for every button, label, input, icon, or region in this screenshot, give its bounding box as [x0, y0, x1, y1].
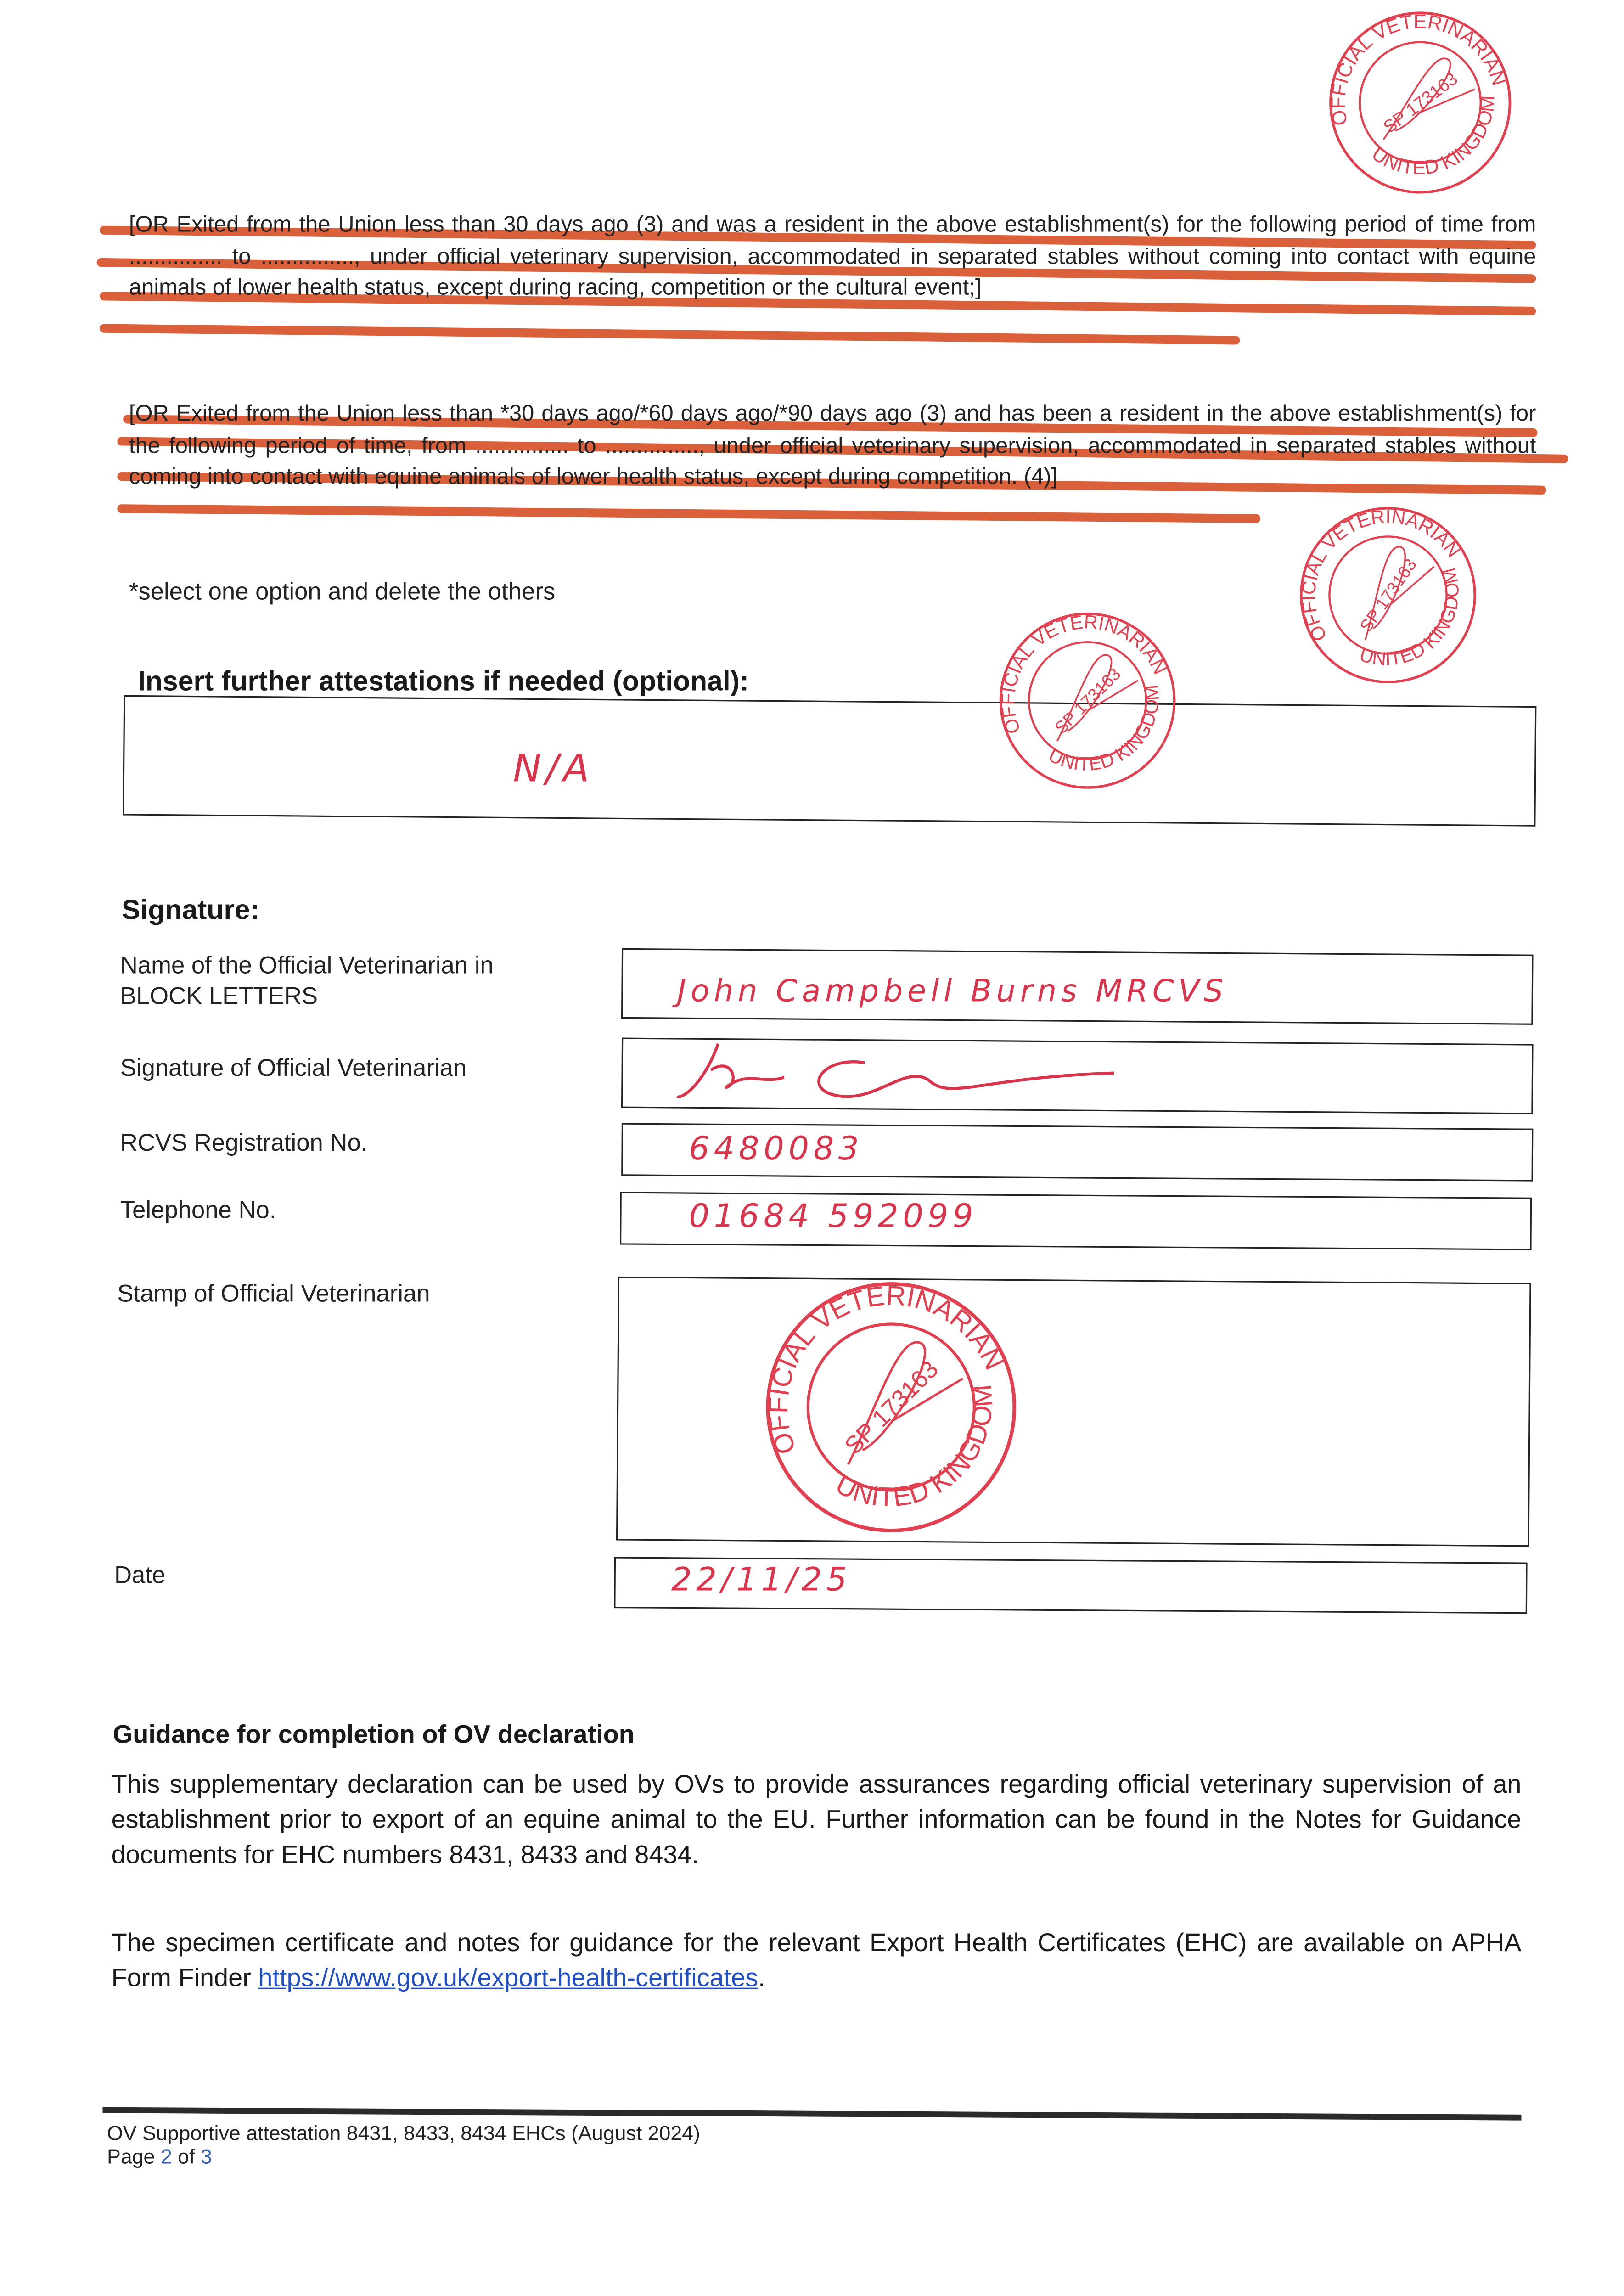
- official-stamp: [997, 610, 1179, 792]
- stamp-number: SP 173163: [1380, 68, 1461, 137]
- guidance-period: .: [758, 1963, 765, 1992]
- select-option-note: *select one option and delete the others: [129, 579, 556, 606]
- stamp-top-text: OFFICIAL VETERINARIAN: [762, 1279, 1011, 1458]
- stamp-graphic: [1283, 490, 1494, 701]
- stamp-bottom-text: UNITED KINGDOM: [1357, 565, 1463, 670]
- date-label: Date: [114, 1562, 166, 1589]
- page-number: [107, 2144, 212, 2169]
- further-attestations-box: [123, 695, 1536, 827]
- stamp-graphic: [762, 1278, 1020, 1536]
- page-current: 2: [160, 2144, 172, 2168]
- guidance-heading: Guidance for completion of OV declaration: [112, 1719, 635, 1749]
- footer-divider: [102, 2107, 1521, 2121]
- telephone-value: 01684 592099: [689, 1199, 978, 1236]
- page-prefix: Page: [107, 2144, 155, 2168]
- page-total: 3: [200, 2144, 212, 2168]
- export-health-certificates-link[interactable]: https://www.gov.uk/export-health-certificates: [258, 1963, 759, 1992]
- footer-title: OV Supportive attestation 8431, 8433, 8434 EHCs (August 2024): [107, 2121, 700, 2145]
- rcvs-label: RCVS Registration No.: [120, 1130, 368, 1157]
- name-value: John Campbell Burns MRCVS: [677, 973, 1228, 1009]
- strikethrough-line: [100, 324, 1240, 344]
- handwritten-signature: [659, 1026, 1143, 1129]
- stamp-top-text: OFFICIAL VETERINARIAN: [997, 611, 1172, 737]
- further-attestations-heading: Insert further attestations if needed (optional):: [138, 667, 749, 698]
- telephone-label: Telephone No.: [120, 1198, 276, 1224]
- stamp-number: SP 173163: [1051, 664, 1124, 738]
- rcvs-value: 6480083: [689, 1131, 864, 1169]
- guidance-text: The specimen certificate and notes for guidance for the relevant Export Health Certificates (EHC) are available on APHA Form Finder: [111, 1927, 1522, 1992]
- further-attestations-value: N/A: [513, 748, 594, 792]
- stamp-number: SP 173163: [839, 1356, 944, 1460]
- official-stamp: [762, 1278, 1020, 1536]
- strikethrough-line: [117, 504, 1260, 523]
- stamp-top-text: OFFICIAL VETERINARIAN: [1327, 11, 1510, 128]
- stamp-bottom-text: UNITED KINGDOM: [831, 1383, 999, 1513]
- stamp-field: [616, 1277, 1531, 1547]
- stamp-number: SP 173163: [1356, 555, 1421, 636]
- name-label: Name of the Official Veterinarian in BLOCK LETTERS: [120, 952, 494, 1010]
- stamp-graphic: [1314, 0, 1526, 208]
- stamp-label: Stamp of Official Veterinarian: [117, 1281, 430, 1308]
- guidance-paragraph-1: This supplementary declaration can be used by OVs to provide assurances regarding official veterinary supervision of an establishment prior to export of an equine animal to the EU. Further information can be found in the Notes for Guidance documents for EHC numbers 8431, 8433 and 8434.: [111, 1769, 1522, 1869]
- date-value: 22/11/25: [671, 1562, 852, 1599]
- signature-label: Signature of Official Veterinarian: [120, 1055, 467, 1082]
- official-stamp: [1283, 490, 1494, 701]
- signature-heading: Signature:: [121, 895, 259, 927]
- stamp-graphic: [997, 610, 1179, 792]
- stamp-bottom-text: UNITED KINGDOM: [1367, 95, 1499, 179]
- page-of: of: [178, 2144, 195, 2168]
- deleted-option-a: [OR Exited from the Union less than 30 days ago (3) and was a resident in the above establishment(s) for the following period of time from ............... to ..............., under official veterinary supervision, accommodated in separated stables without coming into contact with equine animals of lower health status, except during racing, competition or the cultural event;]: [129, 212, 1536, 301]
- official-stamp: [1314, 0, 1526, 208]
- stamp-bottom-text: UNITED KINGDOM: [1045, 684, 1163, 775]
- deleted-option-b: [OR Exited from the Union less than *30 days ago/*60 days ago/*90 days ago (3) and has been a resident in the above establishment(s) for the following period of time, from ............... to ..............., under official veterinary supervision, accommodated in separated stables without coming into contact with equine animals of lower health status, except during competition. (4)]: [129, 401, 1536, 490]
- guidance-paragraph-2: [112, 1925, 1522, 1995]
- stamp-top-text: OFFICIAL VETERINARIAN: [1297, 505, 1465, 645]
